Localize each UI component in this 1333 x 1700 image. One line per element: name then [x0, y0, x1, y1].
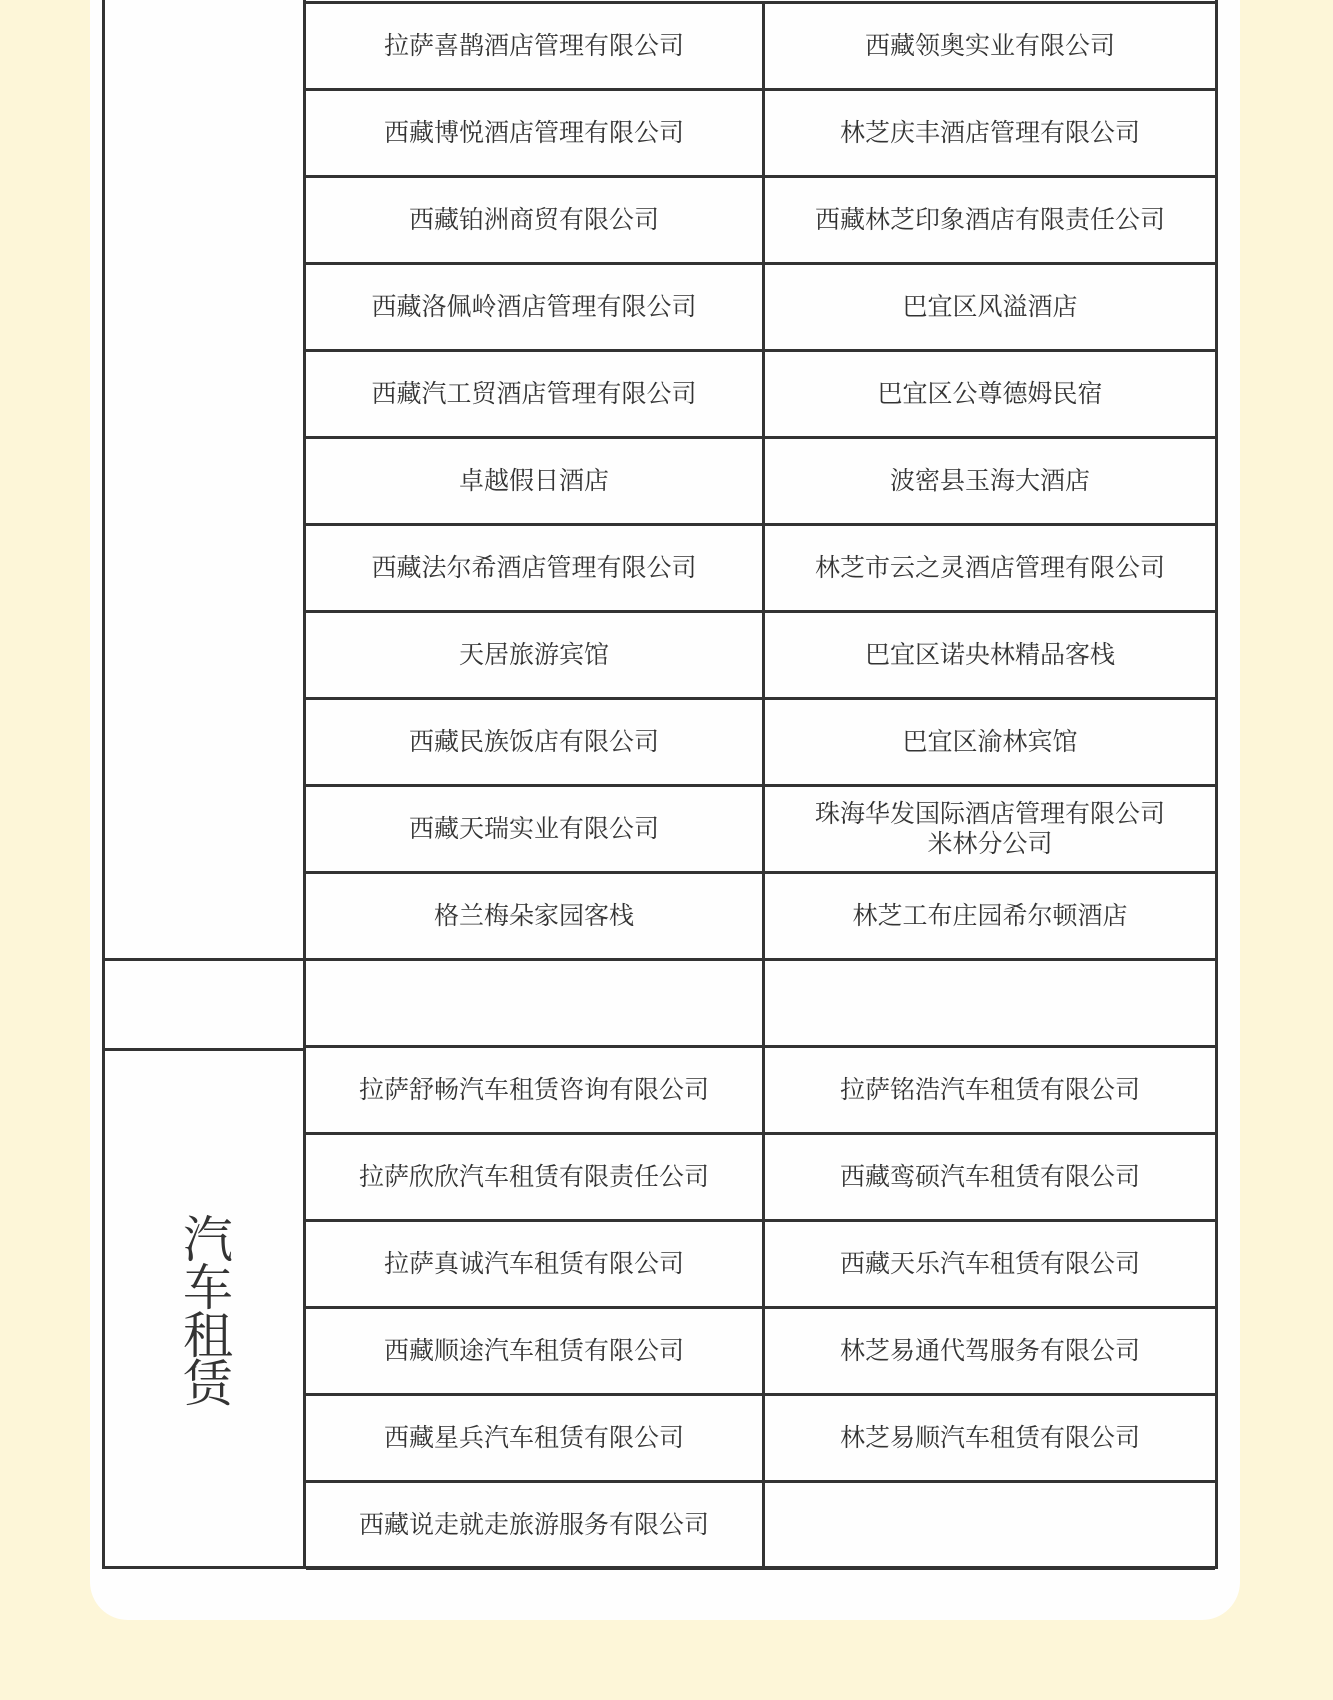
company-cell: 西藏说走就走旅游服务有限公司 — [306, 1483, 765, 1567]
category-divider — [105, 958, 306, 961]
table-row — [306, 439, 1215, 526]
table-row — [306, 265, 1215, 352]
table-row — [306, 178, 1215, 265]
company-cell: 西藏铂洲商贸有限公司 — [306, 178, 765, 262]
table-row — [306, 1135, 1215, 1222]
company-cell: 林芝市云之灵酒店管理有限公司 — [814, 553, 1165, 582]
company-cell: 拉萨欣欣汽车租赁有限责任公司 — [306, 1135, 765, 1219]
table-row — [306, 961, 1215, 1048]
table-row — [306, 352, 1215, 439]
company-cell — [306, 961, 765, 1045]
company-cell: 格兰梅朵家园客栈 — [306, 874, 765, 958]
company-table — [102, 0, 1218, 1569]
table-row — [306, 91, 1215, 178]
company-cell: 林芝工布庄园希尔顿酒店 — [852, 901, 1128, 930]
company-cell: 林芝易通代驾服务有限公司 — [839, 1336, 1140, 1365]
table-row — [306, 613, 1215, 700]
company-cell: 西藏汽工贸酒店管理有限公司 — [306, 352, 765, 436]
company-cell: 拉萨铭浩汽车租赁有限公司 — [839, 1075, 1140, 1104]
table-row — [306, 1309, 1215, 1396]
company-cell: 西藏星兵汽车租赁有限公司 — [306, 1396, 765, 1480]
company-cell: 拉萨喜鹊酒店管理有限公司 — [306, 4, 765, 88]
company-cell: 西藏博悦酒店管理有限公司 — [306, 91, 765, 175]
table-row — [306, 1, 1215, 91]
table-row — [306, 700, 1215, 787]
table-row — [306, 787, 1215, 874]
category-label-car-rental: 汽车租赁 — [175, 1212, 233, 1405]
company-cell — [765, 1483, 1215, 1567]
table-row — [306, 1396, 1215, 1483]
company-cell: 西藏天瑞实业有限公司 — [306, 787, 765, 871]
table-row — [306, 1048, 1215, 1135]
table-row — [306, 874, 1215, 961]
company-cell — [765, 961, 1215, 1045]
company-cell: 西藏洛佩岭酒店管理有限公司 — [306, 265, 765, 349]
company-cell: 西藏鸾硕汽车租赁有限公司 — [839, 1162, 1140, 1191]
company-cell: 天居旅游宾馆 — [306, 613, 765, 697]
company-cell: 林芝易顺汽车租赁有限公司 — [839, 1423, 1140, 1452]
category-column — [105, 0, 306, 1566]
company-cell: 巴宜区公尊德姆民宿 — [877, 379, 1103, 408]
company-cell: 巴宜区风溢酒店 — [902, 292, 1078, 321]
company-cell: 西藏林芝印象酒店有限责任公司 — [814, 205, 1165, 234]
company-cell: 西藏天乐汽车租赁有限公司 — [839, 1249, 1140, 1278]
company-cell: 西藏法尔希酒店管理有限公司 — [306, 526, 765, 610]
company-cell: 巴宜区渝林宾馆 — [902, 727, 1078, 756]
company-cell: 林芝庆丰酒店管理有限公司 — [839, 118, 1140, 147]
company-cell: 拉萨舒畅汽车租赁咨询有限公司 — [306, 1048, 765, 1132]
company-cell: 波密县玉海大酒店 — [889, 466, 1090, 495]
company-cell: 西藏民族饭店有限公司 — [306, 700, 765, 784]
company-cell: 珠海华发国际酒店管理有限公司 米林分公司 — [814, 799, 1165, 858]
company-cell: 西藏顺途汽车租赁有限公司 — [306, 1309, 765, 1393]
table-row — [306, 1222, 1215, 1309]
table-row — [306, 526, 1215, 613]
company-cell: 卓越假日酒店 — [306, 439, 765, 523]
table-row — [306, 1483, 1215, 1570]
company-cell: 拉萨真诚汽车租赁有限公司 — [306, 1222, 765, 1306]
company-cell: 巴宜区诺央林精品客栈 — [864, 640, 1115, 669]
company-cell: 西藏领奥实业有限公司 — [864, 31, 1115, 60]
category-cell-car-rental — [105, 1051, 303, 1566]
